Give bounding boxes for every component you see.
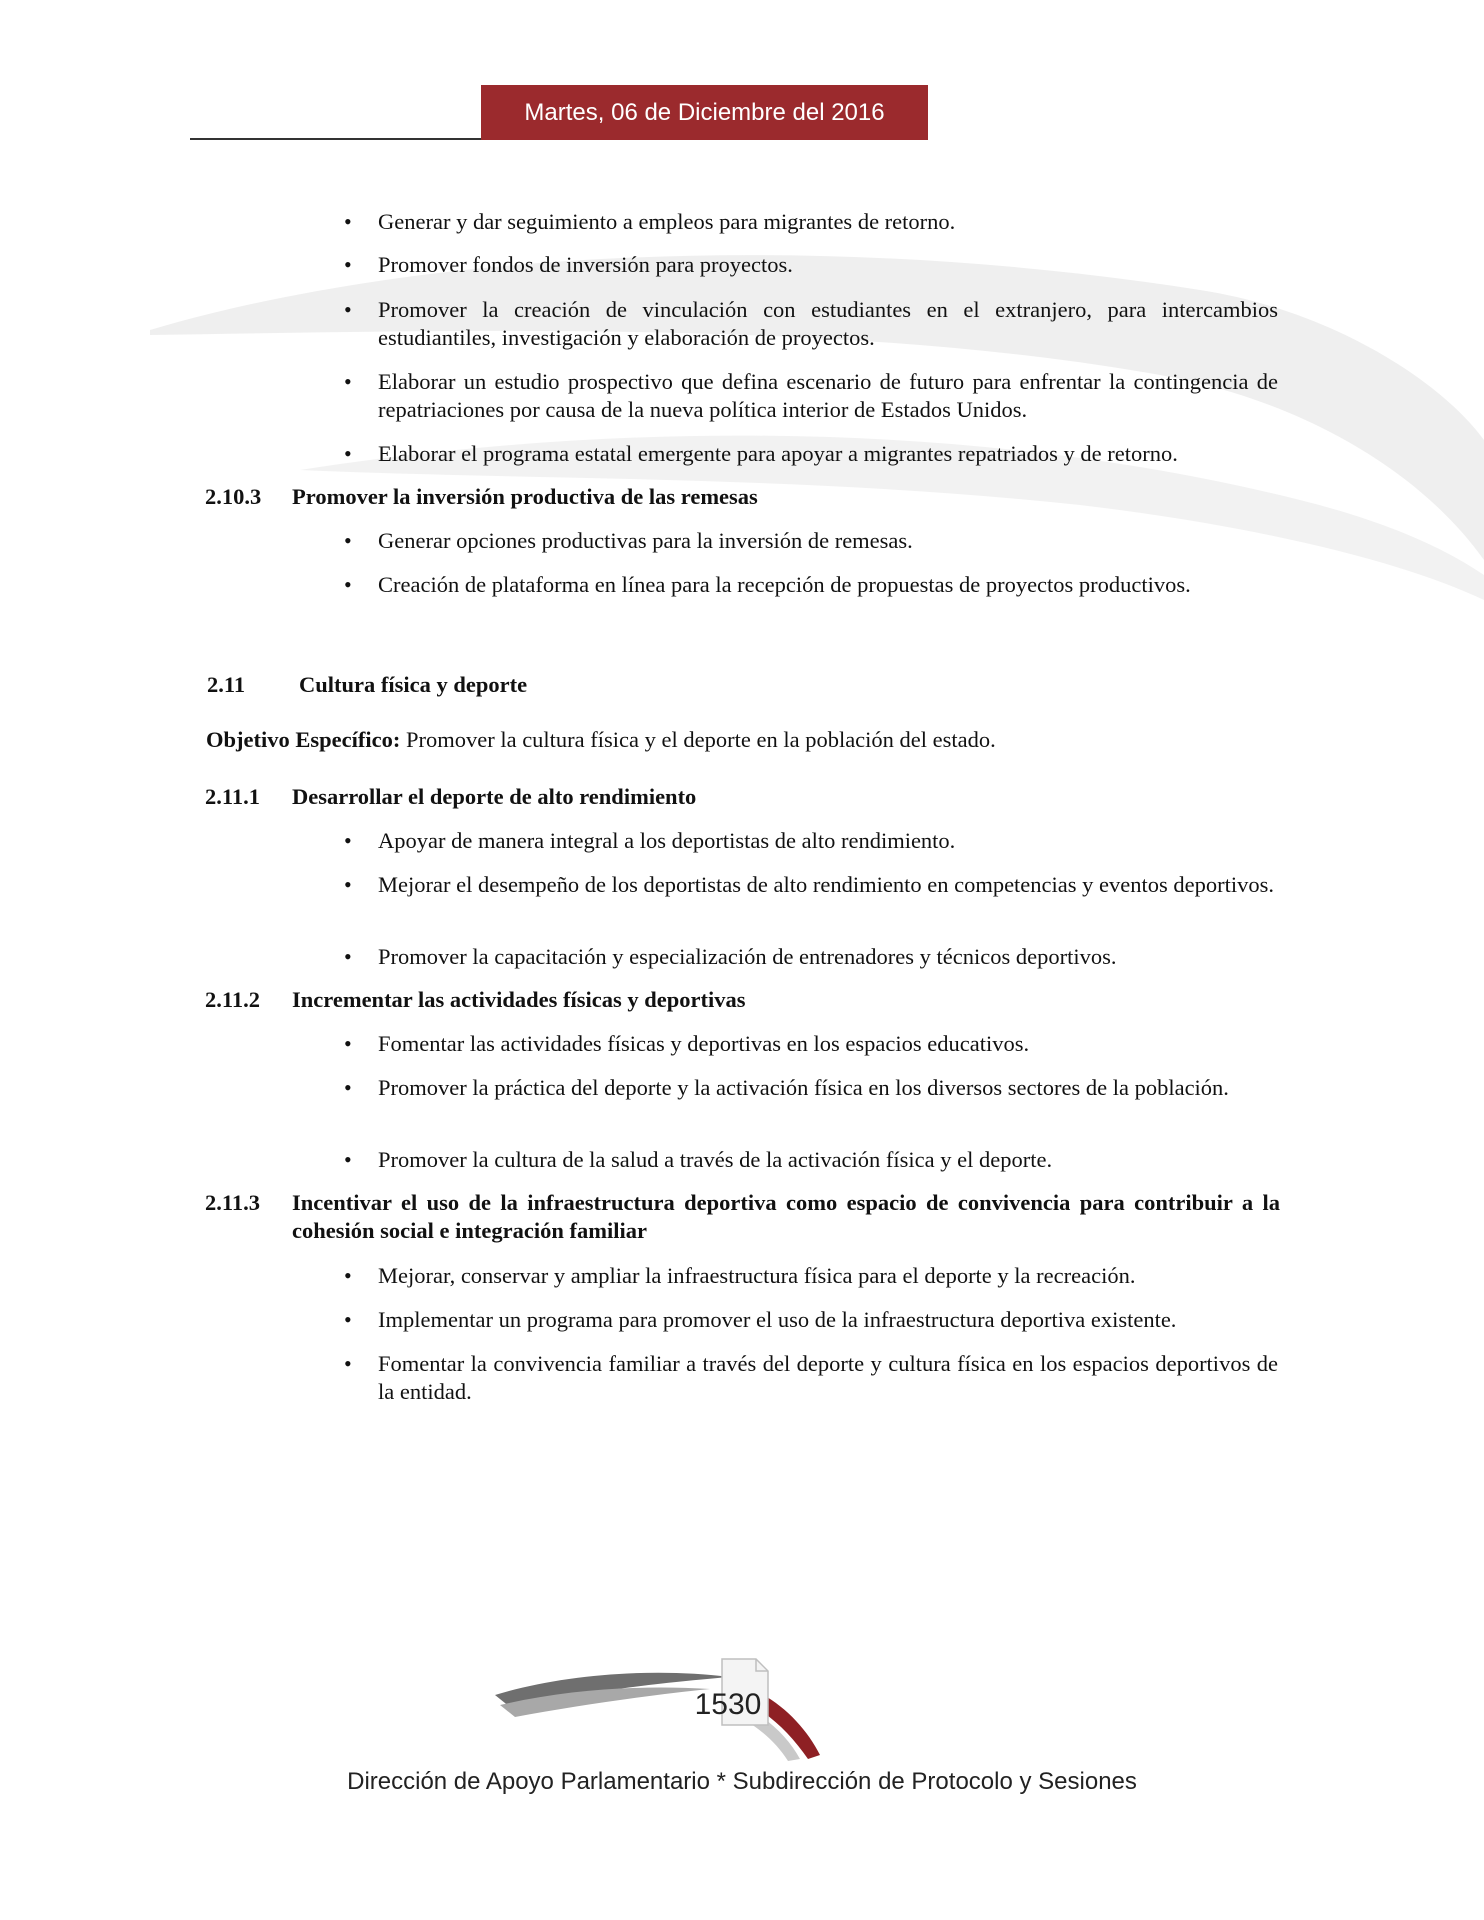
objective-paragraph — [206, 726, 996, 754]
footer-text: Dirección de Apoyo Parlamentario * Subdirección de Protocolo y Sesiones — [347, 1768, 1137, 1795]
list-item: • Creación de plataforma en línea para la recepción de propuestas de proyectos productivos. — [378, 571, 1278, 599]
list-item: • Promover la capacitación y especialización de entrenadores y técnicos deportivos. — [378, 943, 1278, 971]
section-title: Desarrollar el deporte de alto rendimiento — [292, 784, 697, 809]
section-number: 2.11.2 — [205, 987, 261, 1012]
list-item: • Promover la creación de vinculación con estudiantes en el extranjero, para intercambios estudiantiles, investigación y elaboración de proyectos. — [378, 296, 1278, 352]
list-item: • Elaborar el programa estatal emergente para apoyar a migrantes repatriados y de retorno. — [378, 440, 1278, 468]
list-item: • Fomentar la convivencia familiar a través del deporte y cultura física en los espacios deportivos de la entidad. — [378, 1350, 1278, 1406]
list-item: • Promover fondos de inversión para proyectos. — [378, 251, 1278, 279]
footer-logo — [490, 1655, 830, 1765]
list-item: • Promover la cultura de la salud a través de la activación física y el deporte. — [378, 1146, 1278, 1174]
date-banner: Martes, 06 de Diciembre del 2016 — [481, 85, 928, 140]
list-item: • Fomentar las actividades físicas y deportivas en los espacios educativos. — [378, 1030, 1278, 1058]
section-title: Incentivar el uso de la infraestructura deportiva como espacio de convivencia para contribuir a la cohesión social e integración familiar — [292, 1190, 1280, 1243]
section-title: Promover la inversión productiva de las remesas — [292, 484, 758, 509]
objective-label: Objetivo Específico: — [206, 727, 401, 752]
list-item: • Mejorar el desempeño de los deportistas de alto rendimiento en competencias y eventos deportivos. — [378, 871, 1278, 899]
section-number: 2.11.1 — [205, 784, 261, 809]
list-item: • Generar opciones productivas para la inversión de remesas. — [378, 527, 1278, 555]
objective-text: Promover la cultura física y el deporte en la población del estado. — [400, 727, 996, 752]
list-item: • Mejorar, conservar y ampliar la infraestructura física para el deporte y la recreación. — [378, 1262, 1278, 1290]
section-number: 2.10.3 — [205, 484, 262, 509]
section-title: Cultura física y deporte — [299, 672, 528, 697]
list-item: • Generar y dar seguimiento a empleos para migrantes de retorno. — [378, 208, 1278, 236]
list-item: • Implementar un programa para promover el uso de la infraestructura deportiva existente. — [378, 1306, 1278, 1334]
list-item: • Promover la práctica del deporte y la activación física en los diversos sectores de la población. — [378, 1074, 1278, 1102]
list-item: • Elaborar un estudio prospectivo que defina escenario de futuro para enfrentar la contingencia de repatriaciones por causa de la nueva política interior de Estados Unidos. — [378, 368, 1278, 424]
section-title: Incrementar las actividades físicas y deportivas — [292, 987, 746, 1012]
section-number: 2.11 — [207, 672, 246, 697]
list-item: • Apoyar de manera integral a los deportistas de alto rendimiento. — [378, 827, 1278, 855]
page-number: 1530 — [694, 1688, 762, 1721]
section-number: 2.11.3 — [205, 1190, 261, 1215]
